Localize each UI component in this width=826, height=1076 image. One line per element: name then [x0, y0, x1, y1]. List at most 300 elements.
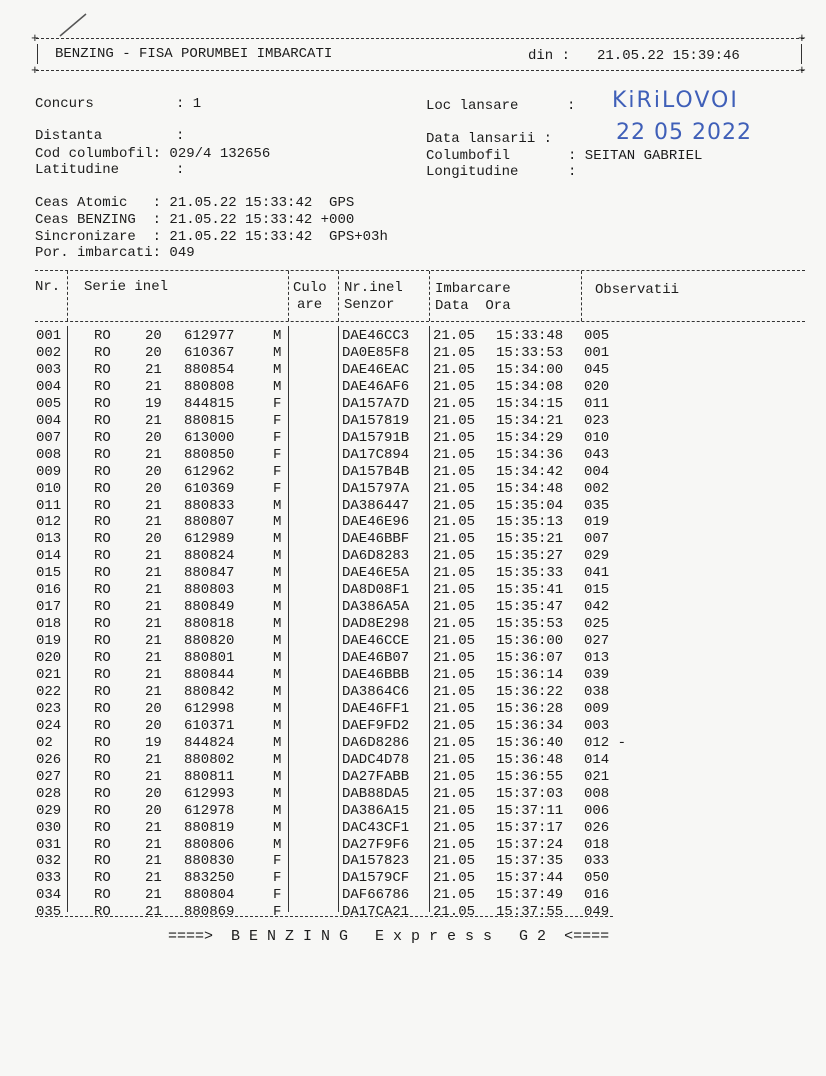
column-header-culo: Culo — [293, 280, 327, 296]
row-sex: M — [273, 514, 282, 531]
row-sensor: DAE46E96 — [342, 514, 410, 531]
distanta-label: Distanta — [35, 128, 103, 144]
row-country: RO — [94, 667, 111, 683]
header-bottom-border — [36, 70, 804, 71]
row-country: RO — [94, 463, 111, 480]
row-ring-number: 612977 — [184, 328, 235, 344]
loc-lansare-label: Loc lansare — [426, 98, 519, 114]
row-sensor: DA1579CF — [342, 870, 410, 887]
row-observation: 021 — [584, 768, 610, 785]
row-ring-number: 612962 — [184, 463, 235, 480]
row-date: 21.05 — [433, 870, 476, 887]
row-sex: M — [273, 378, 282, 395]
row-date: 21.05 — [433, 514, 476, 531]
row-nr: 002 — [36, 344, 62, 361]
row-country: RO — [94, 887, 111, 904]
row-year: 21 — [145, 683, 162, 700]
row-time: 15:37:35 — [496, 853, 564, 870]
row-country: RO — [94, 328, 111, 344]
row-sensor: DAE46AF6 — [342, 378, 410, 395]
row-time: 15:37:55 — [496, 904, 564, 921]
row-sensor: DAD8E298 — [342, 616, 410, 633]
row-sex: M — [273, 599, 282, 616]
latitudine-sep: : — [176, 162, 185, 178]
row-observation: 010 — [584, 429, 610, 446]
row-time: 15:36:22 — [496, 683, 564, 700]
row-sensor: DADC4D78 — [342, 751, 410, 768]
row-sex: M — [273, 650, 282, 667]
row-sensor: DA15791B — [342, 429, 410, 446]
row-country: RO — [94, 531, 111, 548]
row-ring-number: 880818 — [184, 616, 235, 633]
column-header-nr-inel: Nr.inel — [344, 280, 403, 296]
row-time: 15:34:48 — [496, 480, 564, 497]
loc-lansare-sep: : — [567, 98, 576, 114]
row-observation: 015 — [584, 582, 610, 599]
row-observation: 025 — [584, 616, 610, 633]
row-sex: M — [273, 582, 282, 599]
row-sex: M — [273, 717, 282, 734]
row-nr: 005 — [36, 395, 62, 412]
column-header-senzor: Senzor — [344, 297, 395, 313]
corner-mark: + — [798, 31, 806, 46]
table-row — [0, 853, 826, 869]
row-time: 15:35:33 — [496, 565, 564, 582]
row-country: RO — [94, 904, 111, 921]
table-row — [0, 735, 826, 751]
row-observation: 001 — [584, 344, 610, 361]
row-sex: M — [273, 633, 282, 650]
table-top-rule — [35, 270, 805, 271]
row-time: 15:36:14 — [496, 667, 564, 683]
row-observation: 042 — [584, 599, 610, 616]
row-time: 15:36:00 — [496, 633, 564, 650]
row-sex: M — [273, 836, 282, 853]
column-header-serie-inel: Serie inel — [84, 279, 169, 295]
row-date: 21.05 — [433, 480, 476, 497]
row-sex: M — [273, 700, 282, 717]
row-sensor: DA386A5A — [342, 599, 410, 616]
row-country: RO — [94, 344, 111, 361]
row-sensor: DA157A7D — [342, 395, 410, 412]
table-row — [0, 498, 826, 514]
row-ring-number: 612989 — [184, 531, 235, 548]
row-nr: 022 — [36, 683, 62, 700]
row-ring-number: 844815 — [184, 395, 235, 412]
row-country: RO — [94, 802, 111, 819]
row-country: RO — [94, 361, 111, 378]
row-sex: M — [273, 565, 282, 582]
row-date: 21.05 — [433, 802, 476, 819]
row-nr: 02 — [36, 734, 53, 751]
data-lansarii-label: Data lansarii : — [426, 131, 553, 147]
row-observation: 004 — [584, 463, 610, 480]
row-time: 15:34:29 — [496, 429, 564, 446]
row-nr: 004 — [36, 412, 62, 429]
row-sensor: DAF66786 — [342, 887, 410, 904]
row-nr: 013 — [36, 531, 62, 548]
row-sex: F — [273, 887, 282, 904]
row-country: RO — [94, 480, 111, 497]
concurs-label: Concurs — [35, 96, 94, 112]
header-top-border — [36, 38, 804, 39]
row-year: 20 — [145, 328, 162, 344]
row-date: 21.05 — [433, 819, 476, 836]
row-time: 15:35:53 — [496, 616, 564, 633]
row-country: RO — [94, 785, 111, 802]
row-observation: 002 — [584, 480, 610, 497]
table-row — [0, 870, 826, 886]
row-sex: M — [273, 802, 282, 819]
row-year: 21 — [145, 446, 162, 463]
row-time: 15:34:42 — [496, 463, 564, 480]
row-time: 15:33:53 — [496, 344, 564, 361]
table-row — [0, 667, 826, 683]
row-year: 21 — [145, 633, 162, 650]
row-ring-number: 612993 — [184, 785, 235, 802]
column-separator — [429, 271, 430, 321]
row-ring-number: 880815 — [184, 412, 235, 429]
row-time: 15:36:07 — [496, 650, 564, 667]
row-country: RO — [94, 650, 111, 667]
row-sensor: DA15797A — [342, 480, 410, 497]
column-separator — [581, 271, 582, 321]
row-sensor: DAE46BBB — [342, 667, 410, 683]
table-row — [0, 684, 826, 700]
row-year: 21 — [145, 870, 162, 887]
row-time: 15:37:24 — [496, 836, 564, 853]
row-date: 21.05 — [433, 785, 476, 802]
row-ring-number: 880820 — [184, 633, 235, 650]
longitudine-sep: : — [568, 164, 577, 180]
header-right-border — [801, 44, 802, 64]
row-ring-number: 880808 — [184, 378, 235, 395]
row-sensor: DA386A15 — [342, 802, 410, 819]
row-sex: M — [273, 785, 282, 802]
row-year: 21 — [145, 650, 162, 667]
table-row — [0, 837, 826, 853]
row-nr: 014 — [36, 548, 62, 565]
row-date: 21.05 — [433, 633, 476, 650]
row-nr: 033 — [36, 870, 62, 887]
row-sex: M — [273, 361, 282, 378]
row-sex: M — [273, 328, 282, 344]
row-time: 15:34:15 — [496, 395, 564, 412]
table-row — [0, 701, 826, 717]
row-year: 20 — [145, 463, 162, 480]
table-row — [0, 531, 826, 547]
row-country: RO — [94, 497, 111, 514]
row-observation: 012 - — [584, 734, 627, 751]
table-row — [0, 464, 826, 480]
row-sensor: DA157819 — [342, 412, 410, 429]
row-observation: 007 — [584, 531, 610, 548]
row-country: RO — [94, 819, 111, 836]
row-date: 21.05 — [433, 599, 476, 616]
row-ring-number: 610371 — [184, 717, 235, 734]
row-sex: F — [273, 446, 282, 463]
row-nr: 031 — [36, 836, 62, 853]
row-ring-number: 880811 — [184, 768, 235, 785]
row-sensor: DAE46EAC — [342, 361, 410, 378]
row-date: 21.05 — [433, 650, 476, 667]
row-date: 21.05 — [433, 751, 476, 768]
table-row — [0, 616, 826, 632]
row-ring-number: 612978 — [184, 802, 235, 819]
row-year: 20 — [145, 531, 162, 548]
table-row — [0, 328, 826, 344]
row-country: RO — [94, 514, 111, 531]
footer-brand: ====> B E N Z I N G E x p r e s s G 2 <==== — [168, 928, 610, 945]
row-country: RO — [94, 683, 111, 700]
row-nr: 001 — [36, 328, 62, 344]
row-ring-number: 880824 — [184, 548, 235, 565]
row-sensor: DA8D08F1 — [342, 582, 410, 599]
row-nr: 028 — [36, 785, 62, 802]
row-sensor: DA157B4B — [342, 463, 410, 480]
row-date: 21.05 — [433, 548, 476, 565]
row-ring-number: 880801 — [184, 650, 235, 667]
row-country: RO — [94, 768, 111, 785]
row-country: RO — [94, 853, 111, 870]
row-nr: 024 — [36, 717, 62, 734]
row-year: 21 — [145, 412, 162, 429]
row-year: 20 — [145, 785, 162, 802]
row-sex: M — [273, 344, 282, 361]
row-observation: 027 — [584, 633, 610, 650]
row-nr: 004 — [36, 378, 62, 395]
row-date: 21.05 — [433, 836, 476, 853]
table-row — [0, 379, 826, 395]
row-country: RO — [94, 582, 111, 599]
row-sensor: DAB88DA5 — [342, 785, 410, 802]
table-header-rule — [35, 321, 805, 322]
row-sensor: DAE46BBF — [342, 531, 410, 548]
columbofil-value: : SEITAN GABRIEL — [568, 148, 703, 164]
row-time: 15:36:55 — [496, 768, 564, 785]
row-date: 21.05 — [433, 768, 476, 785]
row-year: 21 — [145, 497, 162, 514]
row-sex: F — [273, 395, 282, 412]
latitudine-label: Latitudine — [35, 162, 120, 178]
row-time: 15:36:40 — [496, 734, 564, 751]
row-year: 21 — [145, 378, 162, 395]
row-observation: 003 — [584, 717, 610, 734]
ceas-benzing: Ceas BENZING : 21.05.22 15:33:42 +000 — [35, 212, 355, 228]
row-observation: 039 — [584, 667, 610, 683]
row-observation: 018 — [584, 836, 610, 853]
row-time: 15:33:48 — [496, 328, 564, 344]
row-observation: 050 — [584, 870, 610, 887]
row-observation: 014 — [584, 751, 610, 768]
row-nr: 011 — [36, 497, 62, 514]
row-country: RO — [94, 700, 111, 717]
row-time: 15:37:49 — [496, 887, 564, 904]
row-year: 21 — [145, 565, 162, 582]
row-sensor: DAEF9FD2 — [342, 717, 410, 734]
row-nr: 026 — [36, 751, 62, 768]
row-country: RO — [94, 836, 111, 853]
row-observation: 035 — [584, 497, 610, 514]
row-sex: F — [273, 463, 282, 480]
row-nr: 012 — [36, 514, 62, 531]
row-sex: M — [273, 531, 282, 548]
row-date: 21.05 — [433, 887, 476, 904]
row-ring-number: 880806 — [184, 836, 235, 853]
header-datetime: 21.05.22 15:39:46 — [597, 48, 740, 64]
row-sensor: DA386447 — [342, 497, 410, 514]
table-row — [0, 362, 826, 378]
table-row — [0, 447, 826, 463]
row-date: 21.05 — [433, 429, 476, 446]
row-time: 15:36:34 — [496, 717, 564, 734]
row-date: 21.05 — [433, 734, 476, 751]
row-ring-number: 880819 — [184, 819, 235, 836]
columbofil-label: Columbofil — [426, 148, 511, 164]
table-row — [0, 396, 826, 412]
row-nr: 009 — [36, 463, 62, 480]
row-sex: F — [273, 412, 282, 429]
row-time: 15:37:44 — [496, 870, 564, 887]
table-row — [0, 803, 826, 819]
row-date: 21.05 — [433, 616, 476, 633]
table-row — [0, 769, 826, 785]
row-ring-number: 610367 — [184, 344, 235, 361]
row-nr: 023 — [36, 700, 62, 717]
document-title: BENZING - FISA PORUMBEI IMBARCATI — [55, 46, 333, 62]
table-row — [0, 599, 826, 615]
row-country: RO — [94, 870, 111, 887]
row-country: RO — [94, 565, 111, 582]
pen-stroke — [58, 12, 88, 38]
row-year: 21 — [145, 836, 162, 853]
row-sex: M — [273, 819, 282, 836]
row-nr: 021 — [36, 667, 62, 683]
row-ring-number: 880844 — [184, 667, 235, 683]
row-observation: 033 — [584, 853, 610, 870]
row-date: 21.05 — [433, 717, 476, 734]
row-sensor: DAC43CF1 — [342, 819, 410, 836]
table-row — [0, 887, 826, 903]
row-country: RO — [94, 446, 111, 463]
row-observation: 013 — [584, 650, 610, 667]
row-sensor: DA3864C6 — [342, 683, 410, 700]
row-nr: 020 — [36, 650, 62, 667]
row-time: 15:34:36 — [496, 446, 564, 463]
row-date: 21.05 — [433, 463, 476, 480]
row-observation: 029 — [584, 548, 610, 565]
row-time: 15:36:28 — [496, 700, 564, 717]
row-year: 20 — [145, 700, 162, 717]
row-year: 21 — [145, 361, 162, 378]
row-sensor: DAE46E5A — [342, 565, 410, 582]
row-observation: 020 — [584, 378, 610, 395]
row-sensor: DA17CA21 — [342, 904, 410, 921]
row-date: 21.05 — [433, 565, 476, 582]
distanta-sep: : — [176, 128, 185, 144]
table-row — [0, 582, 826, 598]
row-ring-number: 880847 — [184, 565, 235, 582]
row-year: 20 — [145, 802, 162, 819]
row-year: 21 — [145, 616, 162, 633]
row-year: 20 — [145, 344, 162, 361]
row-country: RO — [94, 548, 111, 565]
row-ring-number: 883250 — [184, 870, 235, 887]
row-observation: 043 — [584, 446, 610, 463]
row-sex: M — [273, 497, 282, 514]
row-sex: M — [273, 683, 282, 700]
row-sex: F — [273, 904, 282, 921]
corner-mark: + — [31, 63, 39, 78]
row-sensor: DA0E85F8 — [342, 344, 410, 361]
row-ring-number: 880803 — [184, 582, 235, 599]
row-nr: 032 — [36, 853, 62, 870]
row-ring-number: 880802 — [184, 751, 235, 768]
row-time: 15:37:11 — [496, 802, 564, 819]
row-year: 20 — [145, 429, 162, 446]
row-date: 21.05 — [433, 700, 476, 717]
row-year: 19 — [145, 734, 162, 751]
row-nr: 027 — [36, 768, 62, 785]
row-date: 21.05 — [433, 446, 476, 463]
row-time: 15:35:13 — [496, 514, 564, 531]
row-nr: 030 — [36, 819, 62, 836]
row-country: RO — [94, 751, 111, 768]
row-nr: 017 — [36, 599, 62, 616]
row-observation: 049 — [584, 904, 610, 921]
row-date: 21.05 — [433, 361, 476, 378]
column-header-imbarcare: Imbarcare — [435, 281, 511, 297]
row-date: 21.05 — [433, 328, 476, 344]
row-date: 21.05 — [433, 412, 476, 429]
row-observation: 019 — [584, 514, 610, 531]
row-time: 15:35:41 — [496, 582, 564, 599]
loc-lansare-handwritten: KiRiLOVOI — [612, 88, 739, 113]
row-country: RO — [94, 429, 111, 446]
row-nr: 035 — [36, 904, 62, 921]
row-ring-number: 880854 — [184, 361, 235, 378]
corner-mark: + — [798, 63, 806, 78]
corner-mark: + — [31, 31, 39, 46]
row-ring-number: 880804 — [184, 887, 235, 904]
row-country: RO — [94, 616, 111, 633]
table-row — [0, 481, 826, 497]
row-sex: F — [273, 429, 282, 446]
row-observation: 005 — [584, 328, 610, 344]
row-time: 15:34:08 — [496, 378, 564, 395]
row-year: 21 — [145, 853, 162, 870]
sincronizare: Sincronizare : 21.05.22 15:33:42 GPS+03h — [35, 229, 388, 245]
row-observation: 006 — [584, 802, 610, 819]
row-nr: 018 — [36, 616, 62, 633]
row-ring-number: 612998 — [184, 700, 235, 717]
row-time: 15:37:17 — [496, 819, 564, 836]
row-nr: 034 — [36, 887, 62, 904]
row-year: 21 — [145, 514, 162, 531]
row-sex: M — [273, 616, 282, 633]
row-observation: 041 — [584, 565, 610, 582]
column-header-are: are — [297, 297, 323, 313]
row-ring-number: 880869 — [184, 904, 235, 921]
row-year: 20 — [145, 717, 162, 734]
row-sensor: DA157823 — [342, 853, 410, 870]
row-observation: 026 — [584, 819, 610, 836]
row-nr: 010 — [36, 480, 62, 497]
row-year: 21 — [145, 768, 162, 785]
row-date: 21.05 — [433, 904, 476, 921]
row-sex: M — [273, 667, 282, 683]
row-date: 21.05 — [433, 344, 476, 361]
